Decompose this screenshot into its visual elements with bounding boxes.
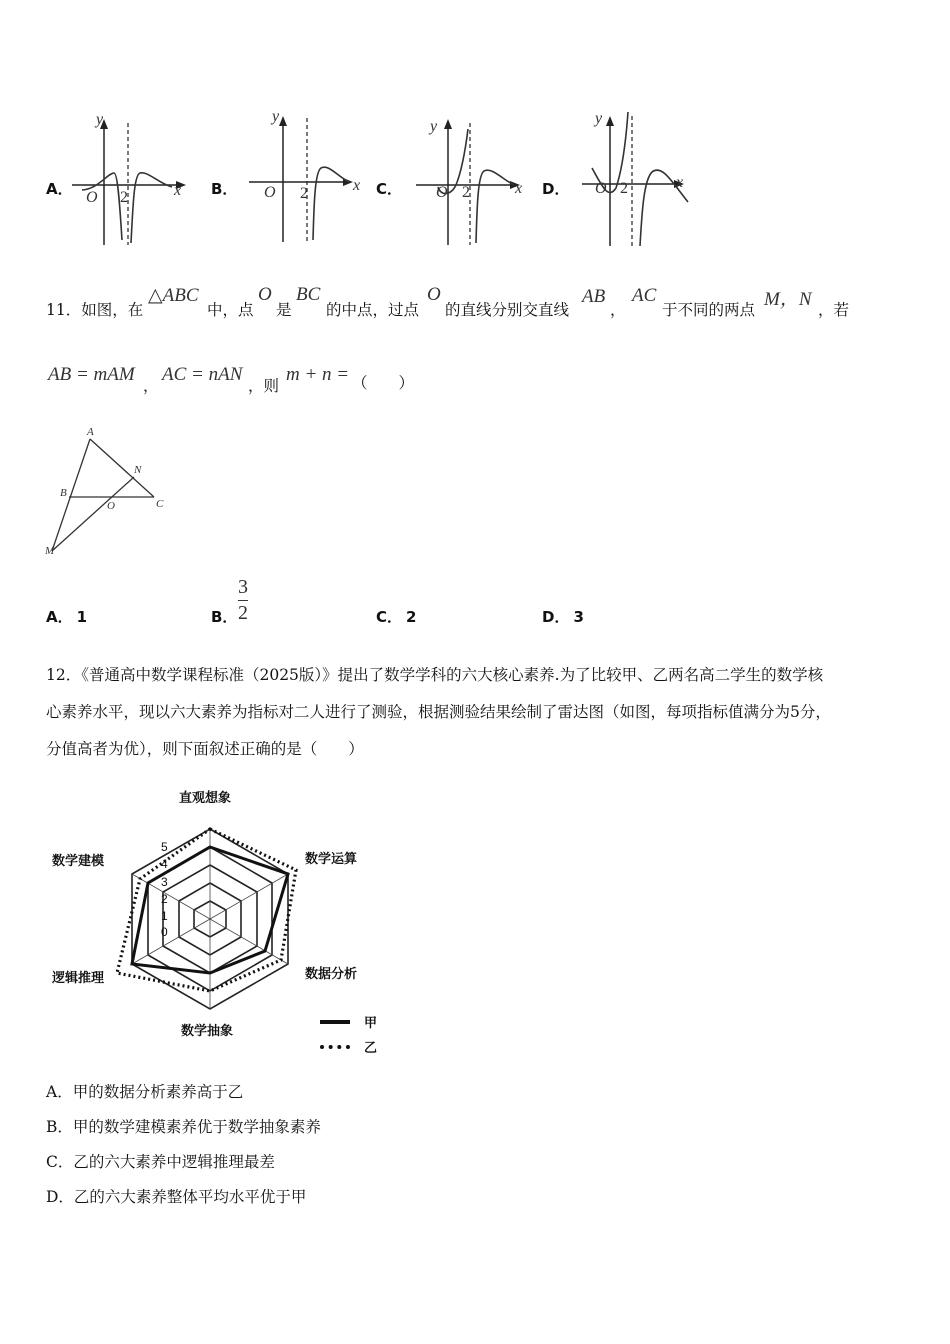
graph-a-origin-label: O: [86, 189, 98, 206]
q11-comma-1: ，: [610, 301, 626, 319]
radar-tick-1: 1: [161, 909, 168, 923]
q11-text-7: ，则: [248, 377, 280, 395]
graph-c-y-label: y: [430, 118, 438, 135]
q10-option-a-label[interactable]: A．: [46, 180, 73, 198]
legend-yi-label: 乙: [364, 1041, 378, 1056]
q11-equation-3: m + n =: [286, 364, 350, 385]
q11-equation-2: AC = nAN: [162, 364, 243, 385]
q12-choice-d[interactable]: D．乙的六大素养整体平均水平优于甲: [46, 1188, 307, 1206]
point-n-label: N: [134, 464, 142, 476]
q12-choice-c[interactable]: C．乙的六大素养中逻辑推理最差: [46, 1153, 275, 1171]
graph-d-x-label: x: [676, 174, 684, 191]
radar-chart: [45, 780, 385, 1060]
q10-option-c-label[interactable]: C．: [376, 180, 403, 198]
graph-d-origin-label: O: [595, 180, 607, 197]
vertex-a-label: A: [87, 426, 94, 438]
q11-segment-bc: BC: [296, 284, 321, 305]
q11-answer-paren: （ ）: [352, 374, 415, 392]
q10-option-d-label[interactable]: D．: [542, 180, 570, 198]
q11-text-2: 是: [276, 301, 292, 319]
point-o-label: O: [107, 500, 115, 512]
graph-d-tick-label: 2: [620, 180, 628, 197]
q11-choice-b-letter[interactable]: B．: [211, 608, 238, 626]
graph-c-tick-label: 2: [462, 184, 470, 201]
legend-yi-swatch: [320, 1045, 350, 1049]
point-m-label: M: [45, 545, 55, 557]
graph-a-tick-label: 2: [120, 189, 128, 206]
q12-line-1: 12．《普通高中数学课程标准（2025版）》提出了数学学科的六大核心素养.为了比较甲、乙两名高二学生的数学核: [46, 666, 824, 684]
q10-option-b-label[interactable]: B．: [211, 180, 238, 198]
graph-b-origin-label: O: [264, 184, 276, 201]
graph-b-x-label: x: [353, 177, 361, 194]
q11-choice-d[interactable]: D． 3: [542, 608, 584, 626]
radar-axis-1: 直观想象: [179, 791, 232, 806]
radar-tick-3: 3: [161, 875, 168, 889]
radar-axis-5: 逻辑推理: [52, 971, 105, 986]
q11-choice-b-fraction: 3 2: [238, 576, 248, 624]
radar-tick-5: 5: [161, 840, 168, 854]
radar-axis-3: 数据分析: [305, 967, 358, 982]
radar-tick-0: 0: [161, 925, 168, 939]
radar-axis-4: 数学抽象: [181, 1024, 234, 1039]
radar-tick-2: 2: [161, 892, 168, 906]
q11-choice-c[interactable]: C． 2: [376, 608, 417, 626]
q11-intro: 11．如图，在: [46, 301, 144, 319]
q11-point-o-2: O: [427, 284, 441, 305]
q12-choice-a[interactable]: A．甲的数据分析素养高于乙: [46, 1083, 244, 1101]
radar-tick-4: 4: [161, 857, 168, 871]
vertex-c-label: C: [156, 498, 164, 510]
graph-a-y-label: y: [96, 111, 104, 128]
radar-axis-2: 数学运算: [305, 852, 358, 867]
q11-text-4: 的直线分别交直线: [445, 301, 570, 319]
legend-jia-swatch: [320, 1020, 350, 1024]
graph-c-x-label: x: [515, 180, 523, 197]
q11-line-ab: AB: [582, 286, 606, 307]
q11-line-ac: AC: [632, 285, 657, 306]
q11-equation-1: AB = mAM: [48, 364, 135, 385]
q11-comma-2: ，: [143, 377, 159, 395]
vertex-b-label: B: [60, 487, 67, 499]
q12-choice-b[interactable]: B．甲的数学建模素养优于数学抽象素养: [46, 1118, 321, 1136]
radar-axis-6: 数学建模: [52, 854, 105, 869]
graph-b-y-label: y: [272, 108, 280, 125]
q11-choice-a[interactable]: A． 1: [46, 608, 88, 626]
curve-graph-b-icon: [243, 112, 368, 247]
graph-a-x-label: x: [174, 182, 182, 199]
graph-b-tick-label: 2: [300, 185, 308, 202]
q11-triangle: △ABC: [148, 285, 199, 306]
q11-text-3: 的中点，过点: [326, 301, 420, 319]
graph-c-origin-label: O: [436, 184, 448, 201]
q11-point-o: O: [258, 284, 272, 305]
q12-line-2: 心素养水平，现以六大素养为指标对二人进行了测验，根据测验结果绘制了雷达图（如图，每项指标值满分为5分，: [46, 703, 831, 721]
q11-text-1: 中，点: [207, 301, 254, 319]
q12-line-3: 分值高者为优），则下面叙述正确的是（ ）: [46, 740, 364, 758]
legend-jia-label: 甲: [364, 1016, 378, 1031]
q11-points-mn: M，N: [764, 289, 812, 310]
q11-text-6: ，若: [818, 301, 850, 319]
q11-text-5: 于不同的两点: [662, 301, 756, 319]
graph-d-y-label: y: [595, 110, 603, 127]
